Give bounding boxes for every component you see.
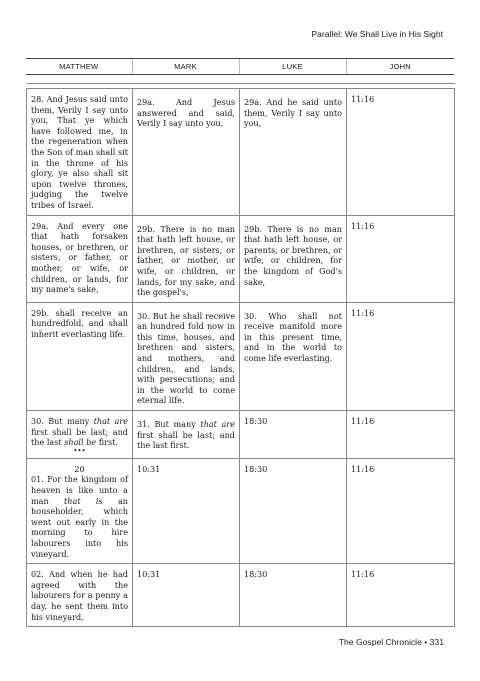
italic-text: shall be <box>64 437 97 448</box>
page-footer: The Gospel Chronicle • 331 <box>338 637 444 647</box>
verse-text: 31. But many <box>137 419 201 430</box>
table-row <box>27 564 455 627</box>
john-cell: 11:16 <box>347 302 455 410</box>
mark-cell: 30. But he shall receive an hundred fold now in this time, houses, and brethren and sisters, and mothers, and children, and lands, with persecutions; and in the world to come eternal life. <box>133 302 240 410</box>
mark-cell: 10:31 <box>133 564 240 627</box>
mark-cell: 29a. And Jesus answered and said, Verily I say unto you, <box>133 89 240 216</box>
chapter-number: 20 <box>74 463 85 474</box>
italic-text: that is <box>64 495 103 506</box>
matthew-cell: 29a. And every one that hath forsaken houses, or brethren, or sisters, or father, or mother, or wife, or children, or lands, for my name's sake, <box>27 215 133 302</box>
table-row <box>27 411 455 459</box>
table-row <box>27 302 455 410</box>
mark-cell: 10:31 <box>133 458 240 563</box>
table-row <box>27 458 455 563</box>
john-cell: 11:16 <box>347 215 455 302</box>
column-header-matthew: MATTHEW <box>26 59 132 75</box>
verse-text: first. <box>96 437 118 448</box>
matthew-cell <box>27 411 133 459</box>
column-header-row <box>26 58 454 75</box>
john-cell: 11:16 <box>347 411 455 459</box>
verse-text: 01. For the kingdom of heaven is like unto a man <box>31 474 128 506</box>
column-header-luke: LUKE <box>239 59 346 75</box>
table-row <box>27 215 455 302</box>
luke-cell: 29b. There is no man that hath left house, or parents, or brethren, or wife, or children, for the kingdom of God's sake, <box>240 215 347 302</box>
matthew-cell: 28. And Jesus said unto them, Verily I say unto you, That ye which have followed me, in the regeneration when the Son of man shall sit in the throne of his glory, ye also shall sit upon twelve thrones, judging the twelve tribes of Israel. <box>27 89 133 216</box>
matthew-cell: 02. And when he had agreed with the labourers for a penny a day, he sent them into his vineyard. <box>27 564 133 627</box>
verse-text: an householder, which went out early in the morning to hire labourers into his vineyard. <box>31 495 128 559</box>
verse-text: 30. But many <box>31 416 94 427</box>
luke-cell: 29a. And he said unto them, Verily I say unto you, <box>240 89 347 216</box>
luke-cell: 18:30 <box>240 564 347 627</box>
john-cell: 11:16 <box>347 89 455 216</box>
parallel-table <box>26 83 455 627</box>
john-cell: 11:16 <box>347 458 455 563</box>
matthew-cell <box>27 458 133 563</box>
luke-cell: 18:30 <box>240 411 347 459</box>
ellipsis-mark: ••• <box>73 446 86 455</box>
column-header-mark: MARK <box>132 59 239 75</box>
running-head: Parallel: We Shall Live in His Sight <box>311 29 443 39</box>
verse-text: first shall be last; and the last <box>31 426 128 448</box>
matthew-cell: 29b. shall receive an hundredfold, and shall inherit everlasting life. <box>27 302 133 410</box>
table-row <box>27 89 455 216</box>
luke-cell: 30. Who shall not receive manifold more in this present time, and in the world to come life everlasting. <box>240 302 347 410</box>
luke-cell: 18:30 <box>240 458 347 563</box>
verse-text: first shall be last; and the last first. <box>137 429 235 451</box>
mark-cell <box>133 411 240 459</box>
column-header-john: JOHN <box>346 59 454 75</box>
italic-text: that are <box>200 419 235 430</box>
john-cell: 11:16 <box>347 564 455 627</box>
italic-text: that are <box>93 416 128 427</box>
mark-cell: 29b. There is no man that hath left house, or brethren, or sisters, or father, or mother, or wife, or children, or lands, for my sake, and the gospel's, <box>133 215 240 302</box>
